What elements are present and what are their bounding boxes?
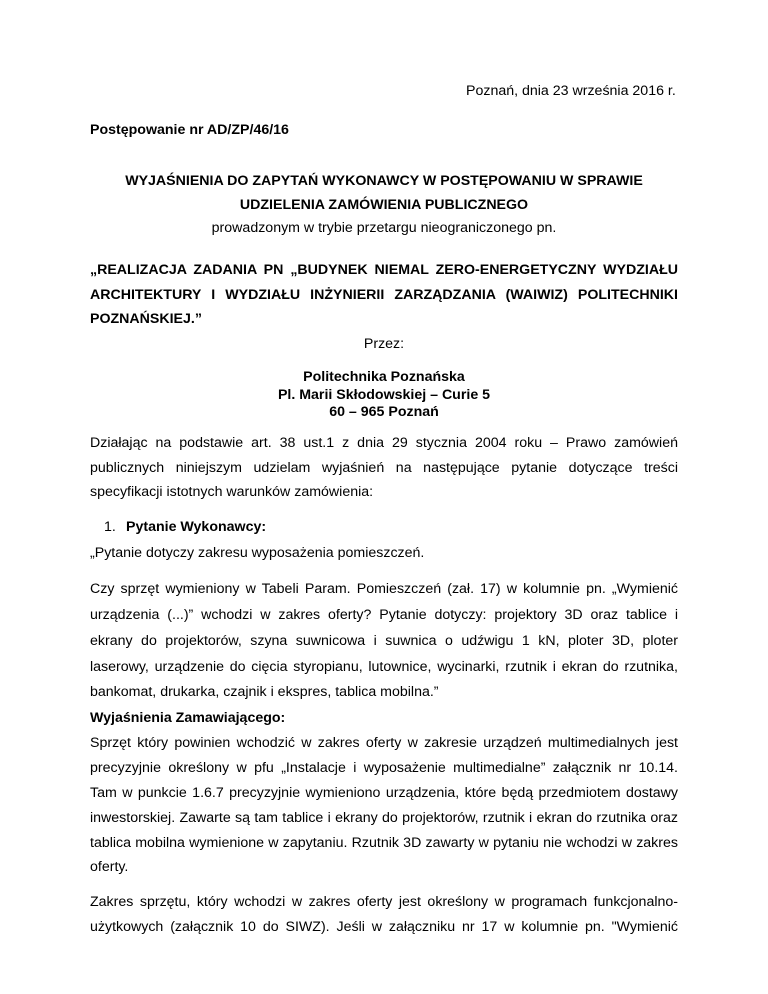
question-body-line-5: bankomat, drukarka, czajnik i ekspres, tablica mobilna.” (90, 684, 439, 700)
question-body-line-2: urządzenia (...)” wchodzi w zakres oferty? Pytanie dotyczy: projektory 3D oraz tablice i (90, 607, 678, 623)
project-line-2: ARCHITEKTURY I WYDZIAŁU INŻYNIERII ZARZĄDZANIA (WAIWIZ) POLITECHNIKI (90, 287, 678, 303)
place-date: Poznań, dnia 23 września 2016 r. (466, 83, 676, 99)
title-line-2: UDZIELENIA ZAMÓWIENIA PUBLICZNEGO (239, 197, 529, 213)
question-heading-text: Pytanie Wykonawcy: (126, 519, 267, 535)
answer-para1-line-3: Tam w punkcie 1.6.7 precyzyjnie wymieniono urządzenia, które będą przedmiotem dostawy (90, 785, 678, 801)
question-heading (104, 519, 266, 535)
intro-line-3: specyfikacji istotnych warunków zamówienia: (90, 484, 374, 500)
institution-city: 60 – 965 Poznań (329, 404, 439, 420)
by-label: Przez: (363, 336, 405, 352)
question-body-line-1: Czy sprzęt wymieniony w Tabeli Param. Pomieszczeń (zał. 17) w kolumnie pn. „Wymienić (90, 581, 678, 597)
project-line-1: „REALIZACJA ZADANIA PN „BUDYNEK NIEMAL ZERO-ENERGETYCZNY WYDZIAŁU (90, 262, 678, 278)
answer-para1-line-4: inwestorskiej. Zawarte są tam tablice i ekrany do projektorów, rzutnik i ekran do rzutnika oraz (90, 810, 678, 826)
question-body-line-3: ekrany do projektorów, szyna suwnicowa i suwnica o udźwigu 1 kN, ploter 3D, ploter (90, 633, 678, 649)
answer-para2-line-2: użytkowych (załącznik 10 do SIWZ). Jeśli w załączniku nr 17 w kolumnie pn. "Wymienić (90, 919, 678, 935)
intro-line-2: publicznych niniejszym udzielam wyjaśnień na następujące pytanie dotyczące treści (90, 460, 678, 476)
intro-line-1: Działając na podstawie art. 38 ust.1 z dnia 29 stycznia 2004 roku – Prawo zamówień (90, 435, 678, 451)
institution-street: Pl. Marii Skłodowskiej – Curie 5 (277, 387, 491, 403)
answer-para1-line-2: precyzyjnie określony w pfu „Instalacje i wyposażenie multimedialne” załącznik nr 10.14. (90, 760, 678, 776)
title-line-3: prowadzonym w trybie przetargu nieograniczonego pn. (211, 220, 557, 236)
answer-para1-line-6: oferty. (90, 859, 129, 875)
question-body-line-4: laserowy, urządzenie do cięcia styropianu, lutownice, wycinarki, rzutnik i ekran do rzutnika, (90, 659, 678, 675)
title-line-1: WYJAŚNIENIA DO ZAPYTAŃ WYKONAWCY W POSTĘPOWANIU W SPRAWIE (125, 173, 643, 189)
question-number: 1. (104, 519, 116, 535)
answer-para2-line-1: Zakres sprzętu, który wchodzi w zakres oferty jest określony w programach funkcjonalno- (90, 894, 678, 910)
answer-para1-line-1: Sprzęt który powinien wchodzić w zakres oferty w zakresie urządzeń multimedialnych jest (90, 735, 678, 751)
case-number: Postępowanie nr AD/ZP/46/16 (90, 122, 289, 138)
question-lead: „Pytanie dotyczy zakresu wyposażenia pomieszczeń. (90, 545, 425, 561)
institution-name: Politechnika Poznańska (303, 369, 465, 385)
answer-para1-line-5: tablica mobilna wymienione w zapytaniu. Rzutnik 3D zawarty w pytaniu nie wchodzi w zakres (90, 835, 678, 851)
project-line-3: POZNAŃSKIEJ.” (90, 311, 202, 327)
answer-heading: Wyjaśnienia Zamawiającego: (90, 710, 286, 726)
